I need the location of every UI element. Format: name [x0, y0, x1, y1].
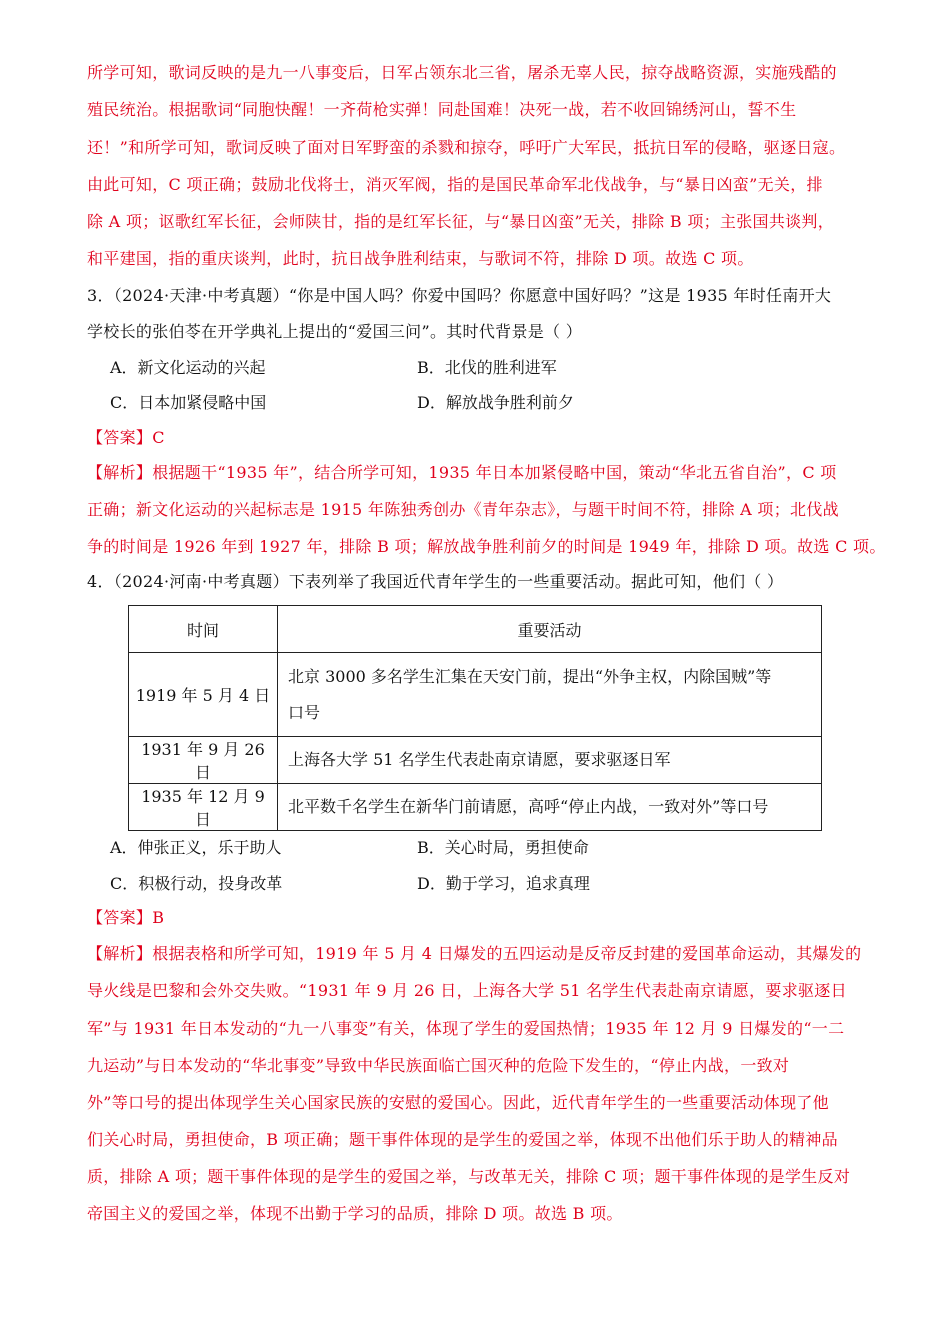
- q4-answer: 【答案】B: [87, 908, 165, 927]
- prev-explanation-line: 还！”和所学可知，歌词反映了面对日军野蛮的杀戮和掠夺，呼吁广大军民，抵抗日军的侵略，驱逐日寇。: [87, 138, 846, 157]
- q4-option-d: D．勤于学习，追求真理: [417, 874, 590, 893]
- table-row: [129, 653, 822, 737]
- q4-option-b: B．关心时局，勇担使命: [417, 838, 589, 857]
- q4-stem: 4．（2024·河南·中考真题）下表列举了我国近代青年学生的一些重要活动。据此可知，他们（ ）: [87, 572, 784, 591]
- table-header-row: [129, 606, 822, 653]
- q4-explanation-line: 们关心时局，勇担使命，B 项正确；题干事件体现的是学生的爱国之举，体现不出他们乐于助人的精神品: [87, 1130, 838, 1149]
- q4-explanation-line: 导火线是巴黎和会外交失败。“1931 年 9 月 26 日，上海各大学 51 名学生代表赴南京请愿，要求驱逐日: [87, 981, 847, 1000]
- q4-explanation-line: 外”等口号的提出体现学生关心国家民族的安慰的爱国心。因此，近代青年学生的一些重要活动体现了他: [87, 1093, 829, 1112]
- student-activities-table: [128, 605, 822, 831]
- q3-explanation-line: 正确；新文化运动的兴起标志是 1915 年陈独秀创办《青年杂志》，与题干时间不符，排除 A 项；北伐战: [87, 500, 839, 519]
- prev-explanation-line: 除 A 项；讴歌红军长征，会师陕甘，指的是红军长征，与“暴日凶蛮”无关，排除 B 项；主张国共谈判，: [87, 212, 835, 231]
- activity-line: 北京 3000 多名学生汇集在天安门前，提出“外争主权，内除国贼”等: [288, 666, 772, 686]
- q3-option-d: D．解放战争胜利前夕: [417, 393, 574, 412]
- q3-option-b: B．北伐的胜利进军: [417, 358, 557, 377]
- q3-stem-line: 3．（2024·天津·中考真题）“你是中国人吗？你爱中国吗？你愿意中国好吗？”这是 1935 年时任南开大: [87, 286, 832, 305]
- table-cell-activity: [278, 737, 822, 784]
- q4-explanation-line: 【解析】根据表格和所学可知，1919 年 5 月 4 日爆发的五四运动是反帝反封建的爱国革命运动，其爆发的: [87, 944, 862, 963]
- table-row: [129, 784, 822, 831]
- q3-explanation-line: 争的时间是 1926 年到 1927 年，排除 B 项；解放战争胜利前夕的时间是 1949 年，排除 D 项。故选 C 项。: [87, 537, 886, 556]
- table-cell-activity: [278, 784, 822, 831]
- table-header-time: 时间: [129, 606, 278, 653]
- table-cell-date: 1931 年 9 月 26 日: [129, 737, 278, 784]
- table-cell-activity: [278, 653, 822, 737]
- q4-explanation-line: 质，排除 A 项；题干事件体现的是学生的爱国之举，与改革无关，排除 C 项；题干事件体现的是学生反对: [87, 1167, 851, 1186]
- q3-stem-line: 学校长的张伯苓在开学典礼上提出的“爱国三问”。其时代背景是（ ）: [87, 322, 583, 341]
- prev-explanation-line: 所学可知，歌词反映的是九一八事变后，日军占领东北三省，屠杀无辜人民，掠夺战略资源，实施残酷的: [87, 63, 837, 82]
- q4-explanation-line: 帝国主义的爱国之举，体现不出勤于学习的品质，排除 D 项。故选 B 项。: [87, 1204, 623, 1223]
- q4-explanation-line: 九运动”与日本发动的“华北事变”导致中华民族面临亡国灭种的危险下发生的，“停止内战，一致对: [87, 1056, 790, 1075]
- activity-line: 口号: [288, 702, 321, 722]
- q3-answer: 【答案】C: [87, 428, 165, 447]
- table-cell-date: 1919 年 5 月 4 日: [129, 653, 278, 737]
- activity-line: 北平数千名学生在新华门前请愿，高呼“停止内战，一致对外”等口号: [288, 797, 769, 816]
- prev-explanation-line: 由此可知，C 项正确；鼓励北伐将士，消灭军阀，指的是国民革命军北伐战争，与“暴日凶蛮”无关，排: [87, 175, 823, 194]
- q3-explanation-line: 【解析】根据题干“1935 年”，结合所学可知，1935 年日本加紧侵略中国，策动“华北五省自治”，C 项: [87, 463, 837, 482]
- q3-option-a: A．新文化运动的兴起: [110, 358, 266, 377]
- q4-explanation-line: 军”与 1931 年日本发动的“九一八事变”有关，体现了学生的爱国热情；1935 年 12 月 9 日爆发的“一二: [87, 1019, 845, 1038]
- q3-option-c: C．日本加紧侵略中国: [110, 393, 267, 412]
- prev-explanation-line: 殖民统治。根据歌词“同胞快醒！一齐荷枪实弹！同赴国难！决死一战，若不收回锦绣河山，誓不生: [87, 100, 797, 119]
- table-cell-date: 1935 年 12 月 9 日: [129, 784, 278, 831]
- q4-option-a: A．伸张正义，乐于助人: [110, 838, 282, 857]
- prev-explanation-line: 和平建国，指的重庆谈判，此时，抗日战争胜利结束，与歌词不符，排除 D 项。故选 C 项。: [87, 249, 754, 268]
- q4-option-c: C．积极行动，投身改革: [110, 874, 283, 893]
- table-header-activity: 重要活动: [278, 606, 822, 653]
- activity-line: 上海各大学 51 名学生代表赴南京请愿，要求驱逐日军: [288, 750, 671, 769]
- table-row: [129, 737, 822, 784]
